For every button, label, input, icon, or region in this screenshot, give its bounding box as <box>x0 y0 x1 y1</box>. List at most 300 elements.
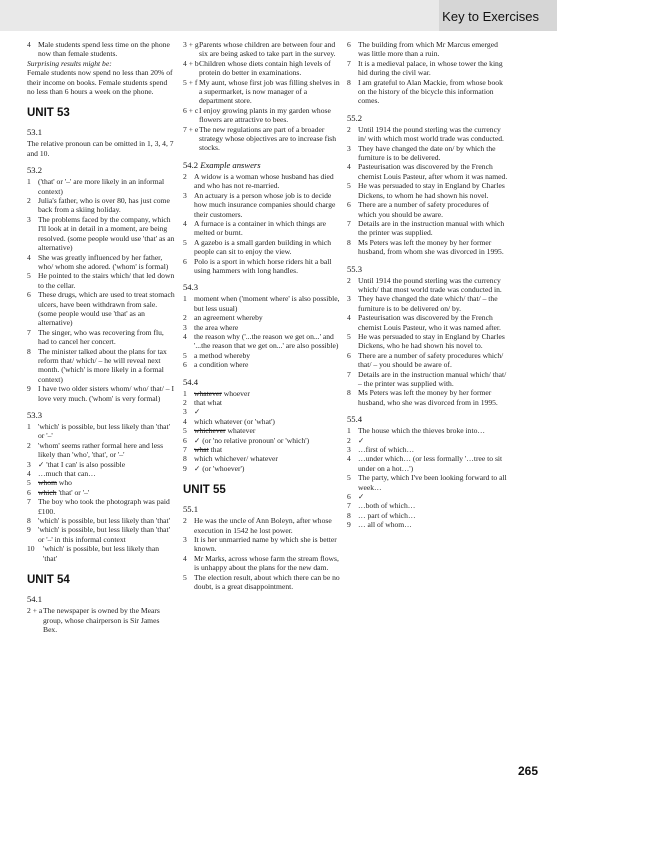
item-text <box>358 388 509 407</box>
item-number: 7 <box>347 501 351 511</box>
item-body: The problems faced by the company, which I'll look at in detail in a moment, are being resolved. (some people would use 'that' as an alternative) <box>38 214 175 253</box>
item-text <box>38 497 175 516</box>
item-text <box>199 78 341 106</box>
section-number: 55.3 <box>347 263 363 274</box>
answer-item <box>347 219 509 238</box>
item-body: ✓ 'that I can' is also possible <box>38 459 126 469</box>
item-text <box>358 454 509 473</box>
item-body: ✓ (or 'whoever') <box>194 463 245 473</box>
struck-word: whichever <box>194 426 226 436</box>
item-number: 7 <box>27 497 31 507</box>
item-number: 2 <box>27 196 31 206</box>
answer-item <box>183 398 341 407</box>
answer-item <box>183 389 341 398</box>
page-title: Key to Exercises <box>442 9 539 24</box>
answer-item <box>347 351 509 370</box>
item-body: The party, which I've been looking forward to all week… <box>358 473 507 492</box>
struck-word: what <box>194 445 209 455</box>
item-text <box>358 294 509 313</box>
struck-word: whatever <box>194 388 222 398</box>
answer-item <box>27 516 175 525</box>
section-number: 55.2 <box>347 112 363 123</box>
item-body: Parents whose children are between four and six are being asked to take part in the survey. <box>199 40 336 59</box>
item-body: He was persuaded to stay in England by Charles Dickens, who he had shown his novel to. <box>358 331 505 351</box>
item-body: …first of which… <box>358 445 415 455</box>
item-number: 7 <box>347 369 351 379</box>
item-text <box>38 215 175 253</box>
item-text <box>194 464 341 473</box>
answer-item <box>27 422 175 441</box>
item-number: 3 <box>347 143 351 153</box>
item-body: the reason why ('...the reason we get on...' and '...the reason that we get on...' are also possible) <box>194 331 339 351</box>
item-text <box>358 445 509 454</box>
answer-item <box>347 388 509 407</box>
item-body: Julia's father, who is over 80, has just come back from a skiing holiday. <box>38 196 170 215</box>
item-number: 1 <box>183 388 187 398</box>
item-body: The house which the thieves broke into… <box>358 426 485 436</box>
item-text <box>358 351 509 370</box>
item-body: The newspaper is owned by the Mears group, whose chairperson is Sir James Bex. <box>43 606 160 634</box>
item-number: 4 + b <box>183 58 199 68</box>
item-number: 2 <box>183 313 187 323</box>
item-number: 4 <box>347 162 351 172</box>
answer-item <box>183 436 341 445</box>
item-number: 3 <box>183 535 187 545</box>
item-number: 5 <box>183 237 187 247</box>
answer-item <box>27 40 175 59</box>
answer-item <box>27 347 175 385</box>
item-body: ('that' or '–' are more likely in an informal context) <box>38 177 165 196</box>
answer-item <box>183 332 341 351</box>
item-body: … all of whom… <box>358 520 412 530</box>
answer-item <box>27 177 175 196</box>
item-body: An actuary is a person whose job is to decide how much insurance companies should charge their customers. <box>194 190 336 219</box>
item-text <box>194 172 341 191</box>
item-number: 9 <box>27 384 31 394</box>
item-text <box>358 492 509 501</box>
item-body: Mr Marks, across whose farm the stream flows, is unhappy about the plans for the new dam. <box>194 553 339 573</box>
item-number: 5 <box>27 271 31 281</box>
item-number: 5 <box>27 478 31 488</box>
item-body: My aunt, whose first job was filling shelves in a supermarket, is now manager of a department store. <box>199 77 340 106</box>
item-body: Ms Peters was left the money by her former husband, from whom she was divorced in 1995. <box>358 237 504 257</box>
item-body: The election result, about which there can be no doubt, is a great disappointment. <box>194 572 340 592</box>
item-text <box>199 106 341 125</box>
item-number: 4 <box>27 469 31 479</box>
item-text <box>38 196 175 215</box>
item-number: 4 <box>347 454 351 464</box>
item-body: a condition where <box>194 360 249 370</box>
struck-word: which <box>38 487 57 497</box>
item-number: 4 <box>183 553 187 563</box>
item-body: …both of which… <box>358 501 416 511</box>
item-number: 6 <box>183 435 187 445</box>
item-text <box>199 125 341 153</box>
header-bar <box>0 0 557 31</box>
item-body: which whatever (or 'what') <box>194 416 275 426</box>
answer-item <box>183 516 341 535</box>
item-body: Pasteurisation was discovered by the French chemist Louis Pasteur, who it was named after. <box>358 313 501 332</box>
item-number: 8 <box>27 516 31 526</box>
item-text <box>358 59 509 78</box>
item-text <box>194 332 341 351</box>
section-number: 53.3 <box>27 410 43 420</box>
item-number: 8 <box>347 510 351 520</box>
item-body: Until 1914 the pound sterling was the currency which/ that most world trade was conducted in. <box>358 275 502 294</box>
item-body: Ms Peters was left the money by her former husband, who she was divorced from in 1995. <box>358 388 498 407</box>
item-body: ✓ (or 'no relative pronoun' or 'which') <box>194 435 310 445</box>
answer-item <box>27 606 175 634</box>
item-text <box>38 460 175 469</box>
item-number: 3 <box>347 294 351 304</box>
item-body: Pasteurisation was discovered by the French chemist Louis Pasteur, after whom it was named. <box>358 162 508 181</box>
item-text <box>358 144 509 163</box>
answer-item <box>27 469 175 478</box>
section-heading <box>347 414 509 425</box>
item-text <box>43 606 175 634</box>
answer-item <box>183 78 341 106</box>
item-body: Details are in the instruction manual with which the printer was supplied. <box>358 218 505 238</box>
item-text <box>194 454 341 463</box>
item-body: Details are in the instruction manual which/ that/ – the printer was supplied with. <box>358 369 507 388</box>
item-body: A gazebo is a small garden building in which people can sit to enjoy the view. <box>194 237 332 257</box>
answer-item <box>347 294 509 313</box>
item-text <box>38 271 175 290</box>
item-body: …much that can… <box>38 469 96 479</box>
item-body: They have changed the date on/ by which the furniture is to be delivered. <box>358 143 496 163</box>
answer-item <box>347 445 509 454</box>
item-body: Children whose diets contain high levels of protein do better in examinations. <box>199 58 331 78</box>
item-number: 1 <box>183 294 187 304</box>
item-body: Male students spend less time on the phone now than female students. <box>38 40 170 59</box>
answer-item <box>27 460 175 469</box>
item-text <box>194 398 341 407</box>
item-number: 5 <box>183 350 187 360</box>
item-body: These drugs, which are used to treat stomach ulcers, have been withdrawn from sale. (some people would use 'that' as an alternative) <box>38 290 175 328</box>
answer-item <box>183 106 341 125</box>
item-body: I have two older sisters whom/ who/ that/ – I love very much. ('whom' is very formal) <box>38 384 175 403</box>
item-number: 6 + c <box>183 105 199 115</box>
answer-item <box>347 454 509 473</box>
answer-item <box>347 238 509 257</box>
item-text <box>194 294 341 313</box>
answer-item <box>183 238 341 257</box>
item-text <box>199 59 341 78</box>
item-number: 4 <box>183 331 187 341</box>
answer-item <box>183 294 341 313</box>
answer-item <box>183 40 341 59</box>
item-number: 4 <box>27 40 31 49</box>
answer-item <box>347 59 509 78</box>
item-body: that <box>208 445 223 455</box>
item-text <box>194 351 341 360</box>
item-number: 3 <box>27 459 31 469</box>
answer-item <box>347 501 509 510</box>
item-number: 5 <box>183 426 187 436</box>
item-body: …under which… (or less formally '…tree to sit under on a hot…') <box>358 454 503 473</box>
item-body: The boy who took the photograph was paid £100. <box>38 497 170 516</box>
item-body: A widow is a woman whose husband has died and who has not re-married. <box>194 171 334 191</box>
item-number: 3 <box>183 190 187 200</box>
answer-item <box>27 478 175 487</box>
paragraph: Surprising results might be: <box>27 58 112 68</box>
item-body: ✓ <box>358 492 365 502</box>
item-text <box>38 469 175 478</box>
item-number: 2 <box>347 435 351 445</box>
section-number: 54.3 <box>183 282 199 293</box>
item-text <box>358 125 509 144</box>
answer-item <box>347 200 509 219</box>
item-body: whoever <box>221 388 250 398</box>
item-body: There are a number of safety procedures which/ that/ – you should be aware of. <box>358 350 504 370</box>
item-number: 8 <box>183 454 187 464</box>
item-text <box>358 238 509 257</box>
item-text <box>194 323 341 332</box>
item-text <box>358 276 509 295</box>
item-body: Until 1914 the pound sterling was the currency in/ with which most world trade was conducted. <box>358 124 504 144</box>
answer-item <box>183 172 341 191</box>
column-3 <box>347 40 509 530</box>
item-number: 4 <box>27 252 31 262</box>
paragraph: The relative pronoun can be omitted in 1, 3, 4, 7 and 10. <box>27 139 174 158</box>
answer-item <box>347 181 509 200</box>
item-text <box>199 40 341 59</box>
item-text <box>194 389 341 398</box>
item-text <box>358 313 509 332</box>
item-number: 5 <box>347 331 351 341</box>
item-body: whatever <box>225 426 256 436</box>
answer-item <box>183 59 341 78</box>
answer-item <box>183 535 341 554</box>
item-text <box>358 426 509 435</box>
item-text <box>38 347 175 385</box>
section-heading <box>27 410 175 421</box>
item-number: 5 + f <box>183 77 198 87</box>
item-number: 6 <box>347 40 351 49</box>
column-1 <box>27 40 175 634</box>
item-number: 1 <box>347 426 351 436</box>
item-body: I am grateful to Alan Mackie, from whose book on the history of the bicycle this information comes. <box>358 77 503 106</box>
item-body: They have changed the date which/ that/ – the furniture is to be delivered on/ by. <box>358 294 498 313</box>
answer-item <box>27 328 175 347</box>
section-number: 53.1 <box>27 127 43 138</box>
answer-item <box>183 313 341 322</box>
item-number: 8 <box>347 237 351 247</box>
answer-item <box>347 40 509 59</box>
item-number: 6 <box>183 256 187 266</box>
answer-item <box>183 323 341 332</box>
item-number: 7 <box>183 445 187 455</box>
item-body: I enjoy growing plants in my garden whose flowers are attractive to bees. <box>199 105 331 125</box>
item-body: ✓ <box>194 407 201 417</box>
item-text <box>358 219 509 238</box>
item-text <box>358 473 509 492</box>
answer-item <box>183 464 341 473</box>
item-text <box>194 191 341 219</box>
item-body: which whichever/ whatever <box>194 454 278 464</box>
answer-item <box>183 351 341 360</box>
item-body: He pointed to the stairs which/ that led down to the cellar. <box>38 271 175 290</box>
answer-item <box>27 253 175 272</box>
item-body: The new regulations are part of a broader strategy whose objectives are to increase fish stocks. <box>199 124 337 153</box>
item-number: 2 <box>183 398 187 407</box>
item-body: It is a medieval palace, in whose tower the king hid during the civil war. <box>358 58 503 78</box>
answer-item <box>183 554 341 573</box>
item-body: A furnace is a container in which things are melted or burnt. <box>194 218 327 238</box>
item-text <box>38 40 175 59</box>
item-number: 6 <box>27 290 31 300</box>
item-number: 3 <box>183 407 187 417</box>
item-text <box>358 332 509 351</box>
item-text <box>358 200 509 219</box>
item-text <box>38 253 175 272</box>
answer-item <box>183 573 341 592</box>
unit-heading: UNIT 55 <box>183 484 226 497</box>
item-body: There are a number of safety procedures of which you should be aware. <box>358 200 489 219</box>
section-heading <box>27 127 175 138</box>
answer-item <box>347 162 509 181</box>
section-number: 55.1 <box>183 504 199 515</box>
section-note: Example answers <box>200 159 261 170</box>
item-body: … part of which… <box>358 510 416 520</box>
answer-item <box>27 441 175 460</box>
item-text <box>358 162 509 181</box>
item-number: 8 <box>27 346 31 356</box>
answer-item <box>347 276 509 295</box>
item-text <box>194 313 341 322</box>
section-heading <box>27 594 175 605</box>
item-number: 6 <box>183 360 187 370</box>
item-text <box>38 525 175 544</box>
item-body: She was greatly influenced by her father, who/ whom she adored. ('whom' is formal) <box>38 252 169 271</box>
item-number: 4 <box>183 416 187 426</box>
answer-item <box>347 332 509 351</box>
answer-item <box>347 520 509 529</box>
item-text <box>194 257 341 276</box>
item-text <box>358 520 509 529</box>
item-text <box>358 370 509 389</box>
answer-item <box>27 271 175 290</box>
item-number: 3 + g <box>183 40 199 49</box>
answer-item <box>183 219 341 238</box>
answer-item <box>183 360 341 369</box>
item-number: 6 <box>347 350 351 360</box>
answer-item <box>27 544 175 563</box>
answer-item <box>183 257 341 276</box>
section-heading <box>183 377 341 388</box>
item-text <box>38 488 175 497</box>
item-text <box>194 417 341 426</box>
item-body: 'which' is possible, but less likely than 'that' or '–' in this informal context <box>38 525 171 544</box>
item-body: The minister talked about the plans for tax reform that/ which/ – he will reveal next month. ('which' is more likely in a formal context) <box>38 346 167 384</box>
item-text <box>194 554 341 573</box>
item-number: 8 <box>347 77 351 87</box>
item-body: 'which' is possible, but less likely than 'that' or '–' <box>38 422 171 441</box>
item-text <box>194 219 341 238</box>
item-text <box>194 516 341 535</box>
item-body: The singer, who was recovering from flu, had to cancel her concert. <box>38 327 164 347</box>
item-number: 6 <box>27 487 31 497</box>
item-body: 'which' is possible, but less likely than 'that' <box>43 544 160 563</box>
item-number: 7 <box>27 327 31 337</box>
item-body: a method whereby <box>194 350 251 360</box>
answer-item <box>347 78 509 106</box>
item-number: 4 <box>347 313 351 323</box>
answer-item <box>27 525 175 544</box>
item-number: 3 <box>27 214 31 224</box>
section-heading <box>27 165 175 176</box>
item-text <box>194 535 341 554</box>
section-number: 55.4 <box>347 414 363 425</box>
item-body: that what <box>194 398 223 407</box>
section-number: 54.2 <box>183 159 199 170</box>
item-number: 5 <box>347 473 351 483</box>
struck-word: whom <box>38 478 57 488</box>
item-body: 'which' is possible, but less likely than 'that' <box>38 516 171 526</box>
answer-item <box>347 313 509 332</box>
item-body: He was persuaded to stay in England by Charles Dickens, to whom he had shown his novel. <box>358 181 505 200</box>
item-text <box>194 360 341 369</box>
item-text <box>358 78 509 106</box>
answer-item <box>27 290 175 328</box>
item-number: 7 <box>347 218 351 228</box>
answer-item <box>27 215 175 253</box>
answer-item <box>347 125 509 144</box>
item-number: 2 <box>183 171 187 181</box>
item-body: the area where <box>194 322 239 332</box>
item-text <box>358 436 509 445</box>
item-number: 2 <box>183 516 187 526</box>
item-body: He was the uncle of Ann Boleyn, after whose execution in 1542 he lost power. <box>194 516 332 535</box>
answer-item <box>183 454 341 463</box>
answer-item <box>183 417 341 426</box>
column-2 <box>183 40 341 592</box>
item-text <box>38 328 175 347</box>
item-text <box>358 501 509 510</box>
item-text <box>43 544 175 563</box>
item-text <box>194 436 341 445</box>
answer-item <box>27 384 175 403</box>
answer-item <box>27 488 175 497</box>
paragraph: Female students now spend no less than 20% of their income on books. Female students spend no less than 6 hours a week on the phone. <box>27 68 173 97</box>
answer-item <box>347 370 509 389</box>
section-number: 53.2 <box>27 165 43 176</box>
item-body: moment when ('moment where' is also possible, but less usual) <box>194 294 340 313</box>
unit-heading: UNIT 54 <box>27 574 70 587</box>
section-number: 54.1 <box>27 594 43 605</box>
item-text <box>38 290 175 328</box>
item-text <box>358 181 509 200</box>
answer-item <box>183 407 341 416</box>
answer-item <box>347 492 509 501</box>
item-body: who <box>56 478 72 488</box>
item-text <box>194 573 341 592</box>
answer-item <box>183 445 341 454</box>
item-number: 10 <box>27 544 35 554</box>
item-text <box>358 511 509 520</box>
item-number: 2 <box>347 124 351 134</box>
item-text <box>38 422 175 441</box>
item-text <box>38 441 175 460</box>
section-heading <box>347 113 509 124</box>
section-heading <box>347 264 509 275</box>
item-number: 7 <box>347 58 351 68</box>
answer-item <box>347 436 509 445</box>
item-body: 'that' or '–' <box>56 487 90 497</box>
item-body: It is her unmarried name by which she is better known. <box>194 535 337 554</box>
item-number: 9 <box>347 520 351 530</box>
answer-item <box>183 191 341 219</box>
